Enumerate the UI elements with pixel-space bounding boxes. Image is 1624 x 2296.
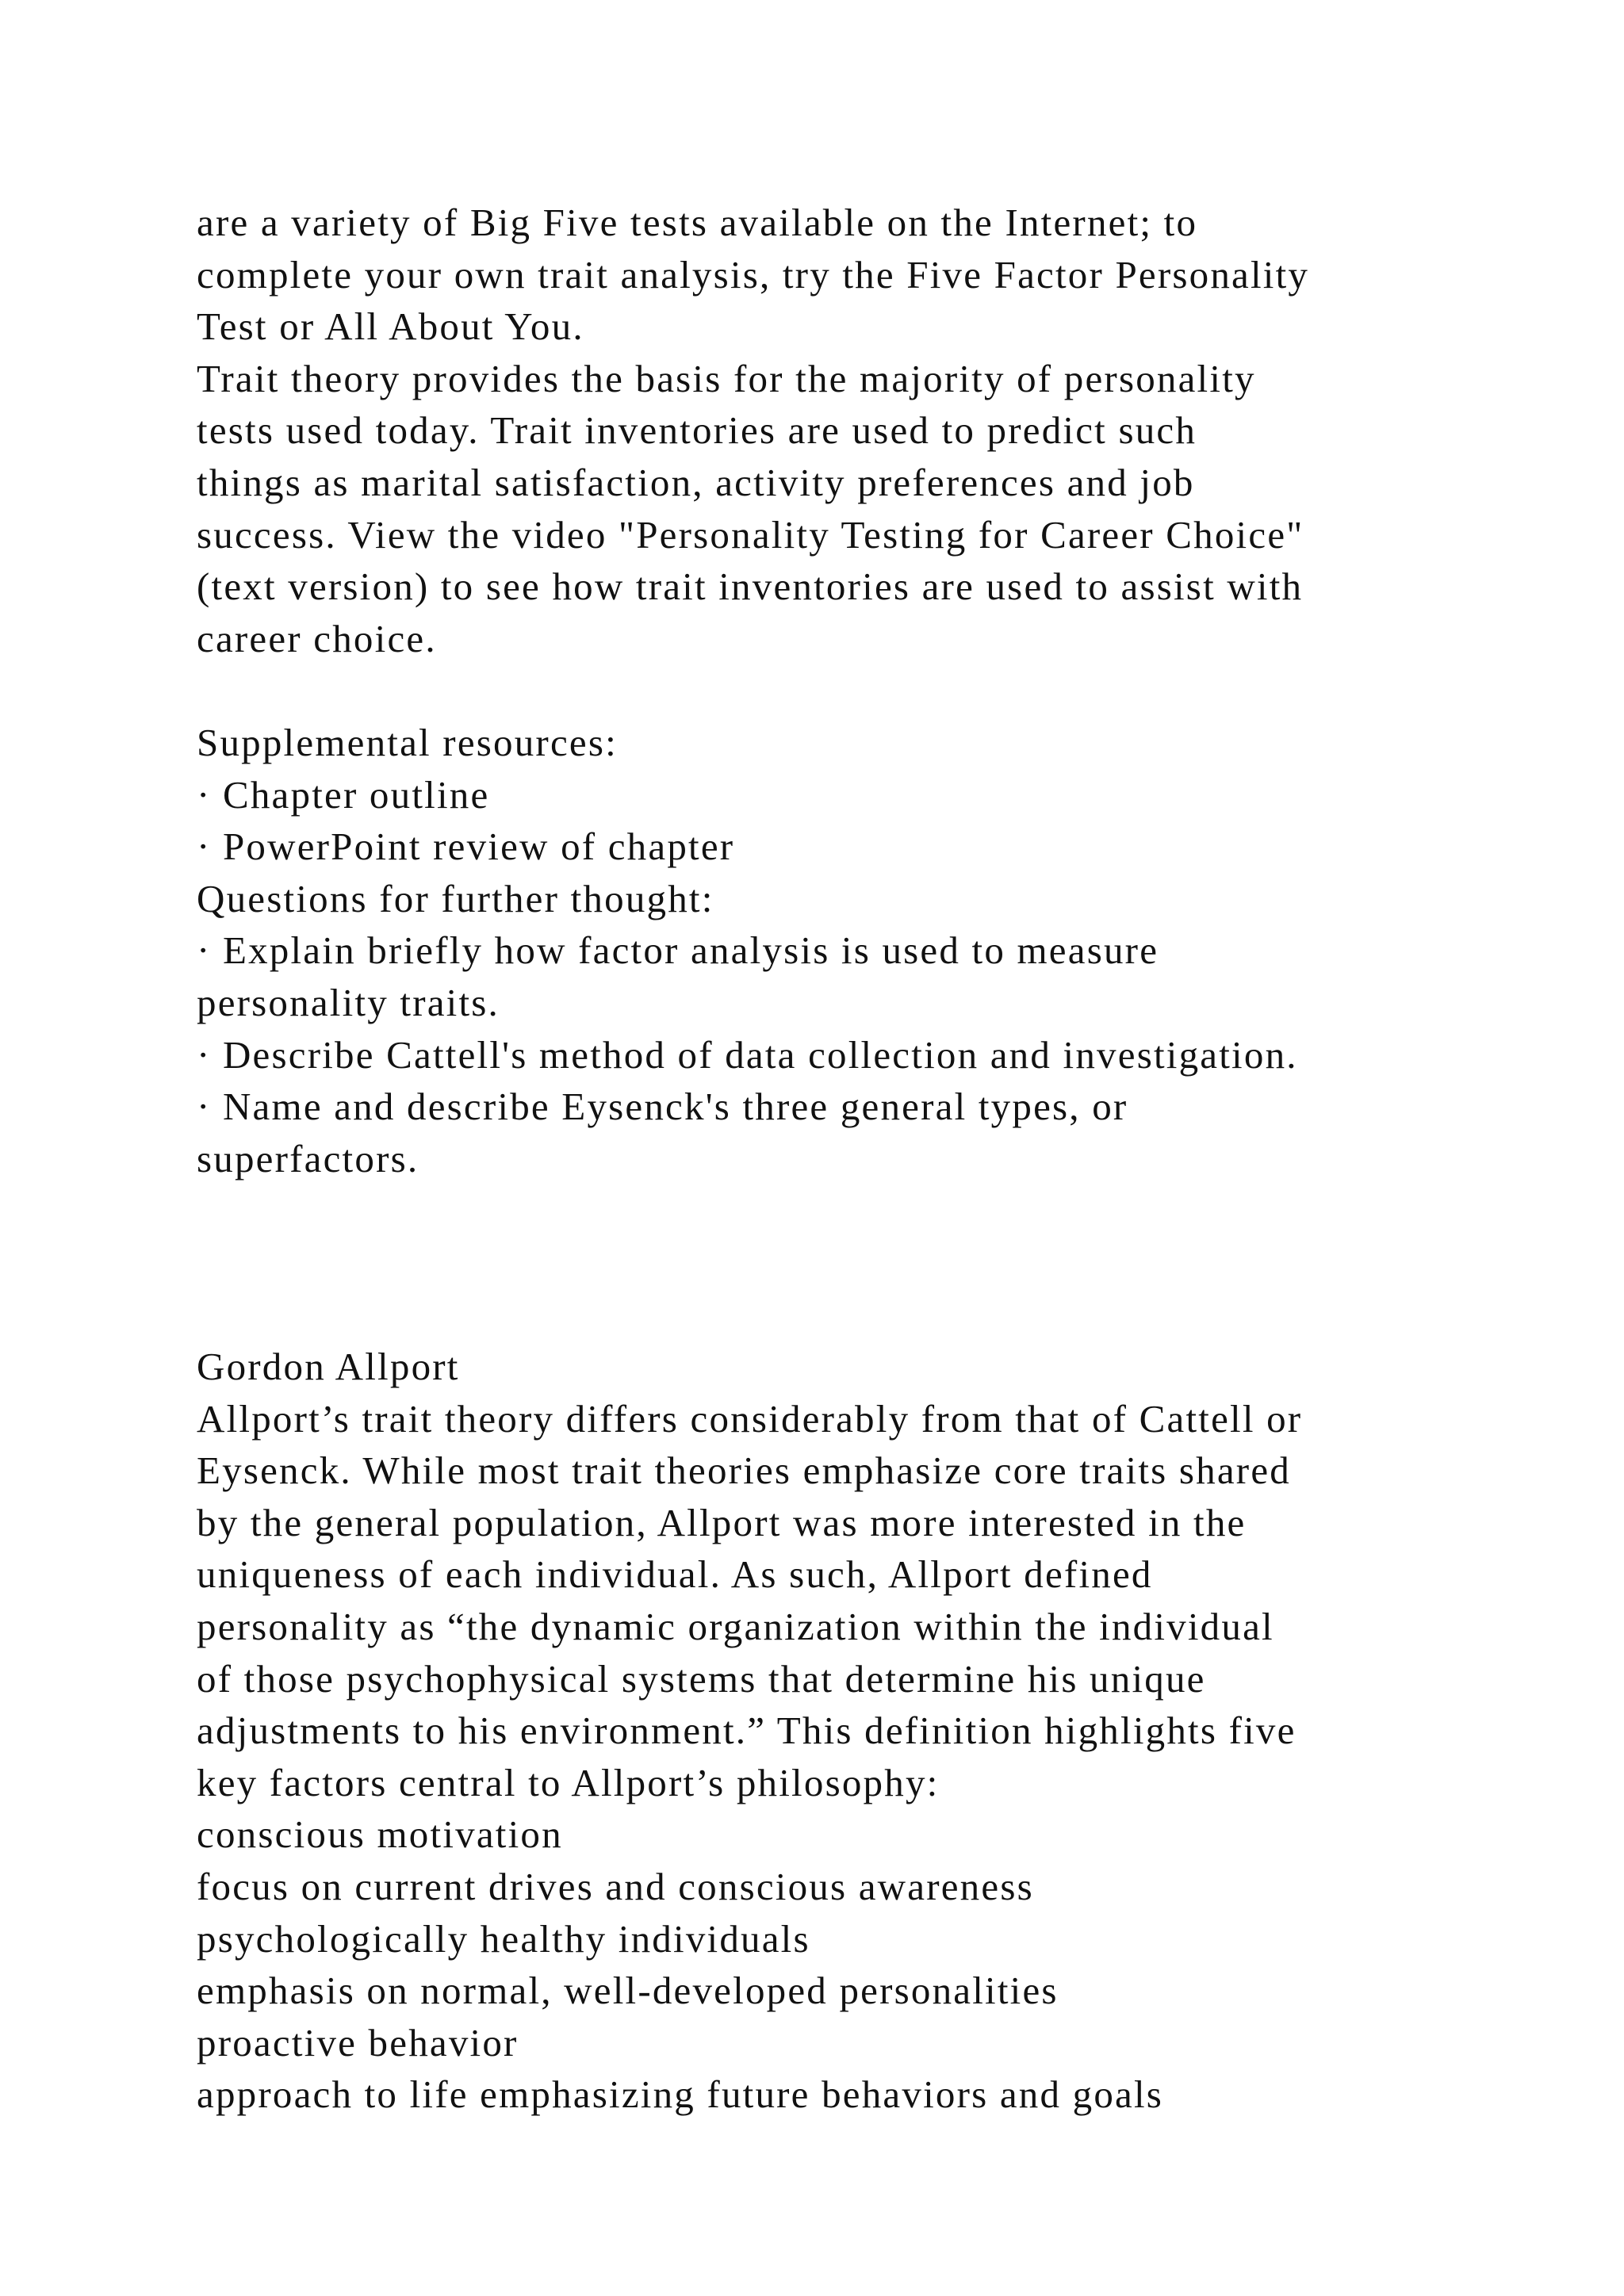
blank-line [197,1288,1513,1341]
section-heading: Supplemental resources: [197,720,618,764]
document-text [197,197,1513,2121]
bullet-item: · Name and describe Eysenck's three general types, or [197,1085,1128,1129]
text-line: of those psychophysical systems that determine his unique [197,1656,1206,1701]
text-line: (text version) to see how trait inventories are used to assist with [197,564,1304,609]
list-item: focus on current drives and conscious awareness [197,1865,1034,1908]
list-item: emphasis on normal, well-developed personalities [197,1969,1059,2013]
blank-line [197,1237,1513,1289]
text-line: Eysenck. While most trait theories emphasize core traits shared [197,1448,1291,1493]
bullet-item: · PowerPoint review of chapter [197,825,735,869]
text-line: tests used today. Trait inventories are used to predict such [197,408,1197,453]
text-line: superfactors. [197,1136,419,1181]
list-item: proactive behavior [197,2020,519,2064]
bullet-item: · Describe Cattell's method of data collection and investigation. [197,1032,1298,1077]
blank-line [197,664,1513,717]
list-item: conscious motivation [197,1812,563,1857]
text-line: Test or All About You. [197,304,584,349]
text-line: key factors central to Allport’s philosophy: [197,1760,940,1804]
text-line: things as marital satisfaction, activity preferences and job [197,460,1195,504]
text-line: personality as “the dynamic organization within the individual [197,1605,1274,1649]
bullet-item: · Explain briefly how factor analysis is used to measure [197,928,1159,973]
text-line: by the general population, Allport was more interested in the [197,1500,1247,1544]
blank-line [197,1184,1513,1237]
text-line: complete your own trait analysis, try the Five Factor Personality [197,252,1310,297]
section-heading: Questions for further thought: [197,876,714,920]
section-heading: Gordon Allport [197,1345,460,1389]
list-item: psychologically healthy individuals [197,1916,810,1961]
text-line: career choice. [197,616,437,660]
text-line: uniqueness of each individual. As such, Allport defined [197,1552,1153,1597]
bullet-item: · Chapter outline [197,772,490,817]
text-line: are a variety of Big Five tests available on the Internet; to [197,201,1198,244]
text-line: personality traits. [197,980,500,1024]
text-line: Trait theory provides the basis for the majority of personality [197,356,1256,400]
text-line: adjustments to his environment.” This definition highlights five [197,1709,1297,1753]
text-line: success. View the video "Personality Testing for Career Choice" [197,512,1304,557]
text-line: Allport’s trait theory differs considerably from that of Cattell or [197,1396,1303,1441]
list-item: approach to life emphasizing future behaviors and goals [197,2072,1164,2117]
